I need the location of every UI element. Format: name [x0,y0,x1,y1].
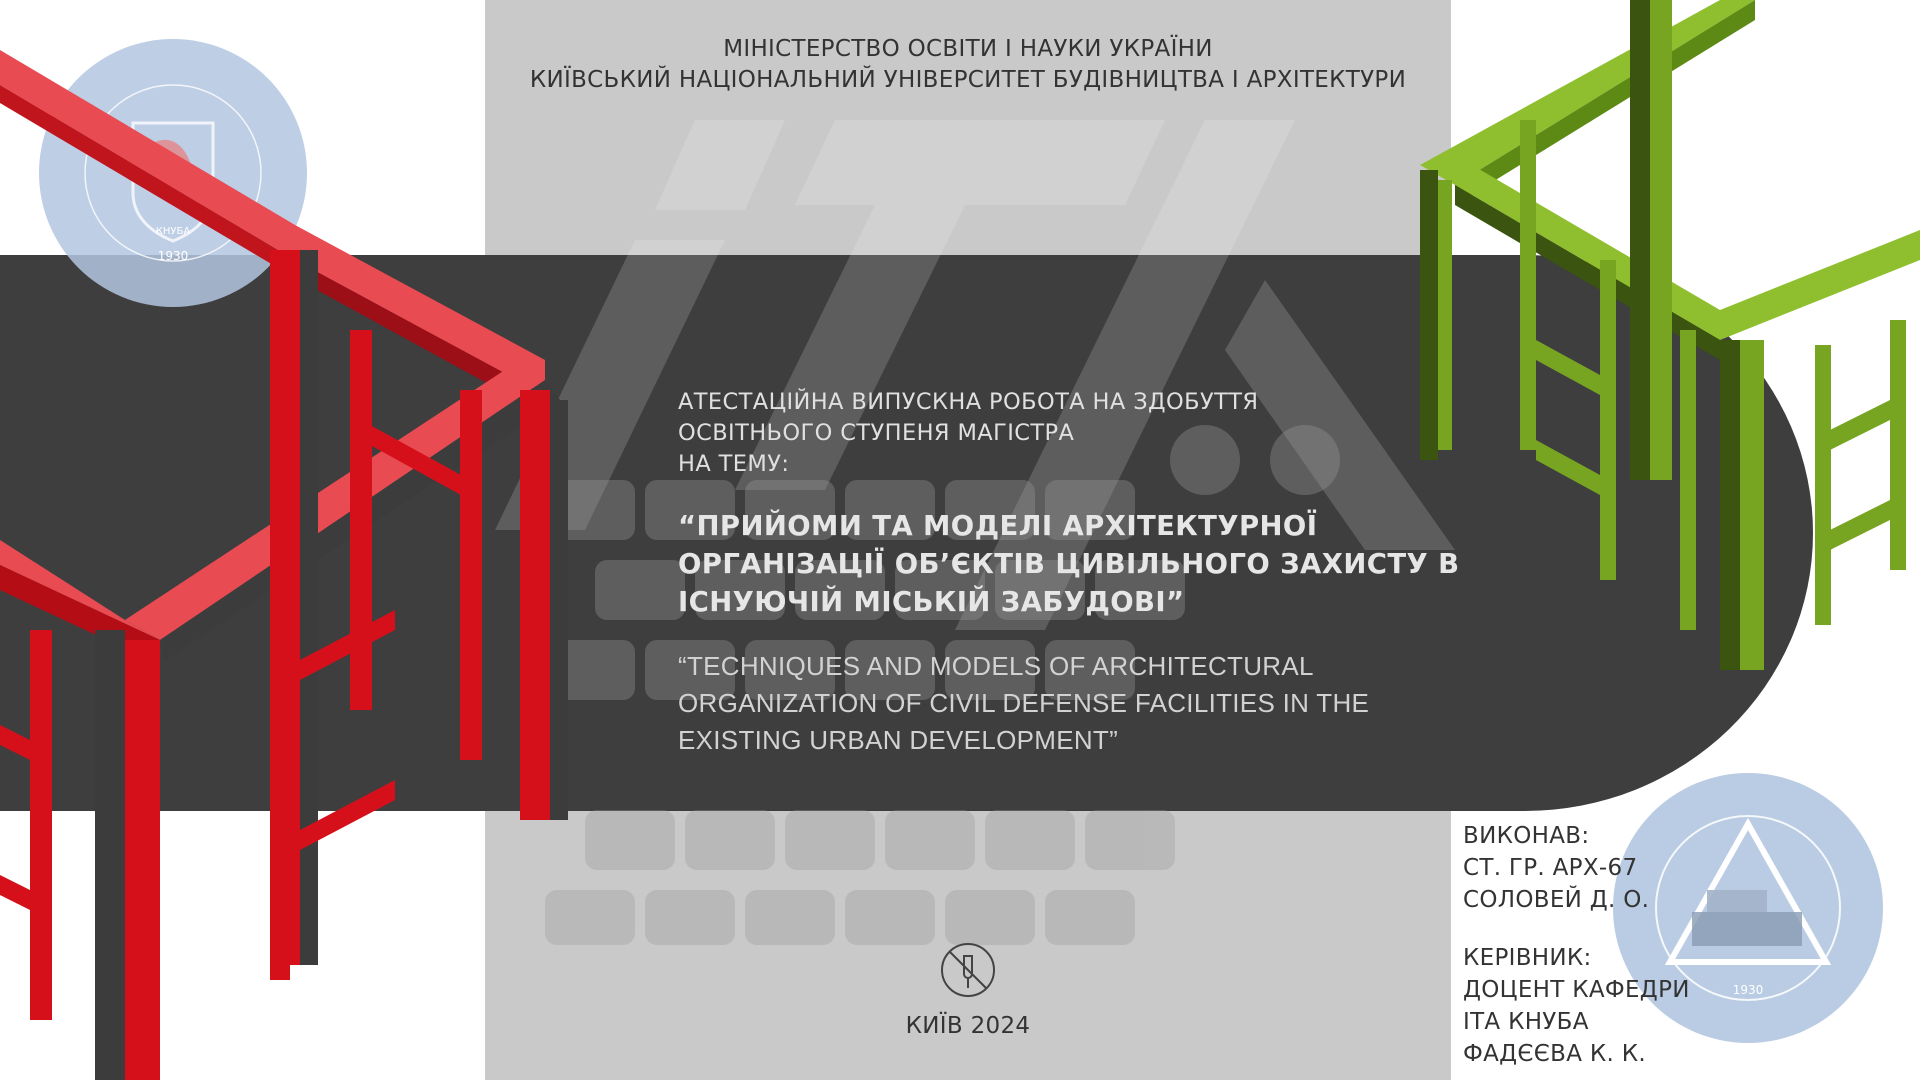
supervisor-label: КЕРІВНИК: [1463,945,1592,971]
svg-text:1930: 1930 [157,249,189,263]
caption-line-3: НА ТЕМУ: [678,451,790,477]
author-label: ВИКОНАВ: [1463,823,1590,849]
author-block [1463,820,1649,916]
supervisor-name: ФАДЄЄВА К. К. [1463,1041,1646,1067]
title-en-line-1: “TECHNIQUES AND MODELS OF ARCHITECTURAL [678,651,1314,681]
red-frame-structure [0,0,700,1080]
caption-line-1: АТЕСТАЦІЙНА ВИПУСКНА РОБОТА НА ЗДОБУТТЯ [678,389,1259,415]
svg-text:1930: 1930 [1732,983,1764,997]
green-frame-structure [1420,0,1920,700]
svg-text:КНУБА: КНУБА [155,226,191,237]
city-year: КИЇВ 2024 [905,1013,1031,1039]
university-header: КИЇВСЬКИЙ НАЦІОНАЛЬНИЙ УНІВЕРСИТЕТ БУДІВНИЦТВА І АРХІТЕКТУРИ [529,67,1407,93]
supervisor-position: ДОЦЕНТ КАФЕДРИ [1463,977,1690,1003]
title-ua-line-1: “ПРИЙОМИ ТА МОДЕЛІ АРХІТЕКТУРНОЇ [678,510,1318,542]
title-en-line-2: ORGANIZATION OF CIVIL DEFENSE FACILITIES IN THE [678,688,1370,718]
title-ua-line-3: ІСНУЮЧІЙ МІСЬКІЙ ЗАБУДОВІ” [678,586,1185,618]
emblem-icon [940,942,996,998]
title-ua-line-2: ОРГАНІЗАЦІЇ ОБ’ЄКТІВ ЦИВІЛЬНОГО ЗАХИСТУ В [678,548,1460,580]
supervisor-department: ІТА КНУБА [1463,1009,1589,1035]
ministry-header: МІНІСТЕРСТВО ОСВІТИ І НАУКИ УКРАЇНИ [723,36,1213,62]
caption-line-2: ОСВІТНЬОГО СТУПЕНЯ МАГІСТРА [678,420,1075,446]
author-name: СОЛОВЕЙ Д. О. [1463,887,1650,913]
supervisor-block [1463,942,1690,1070]
title-en-line-3: EXISTING URBAN DEVELOPMENT” [678,725,1119,755]
author-group: СТ. ГР. АРХ-67 [1463,855,1638,881]
